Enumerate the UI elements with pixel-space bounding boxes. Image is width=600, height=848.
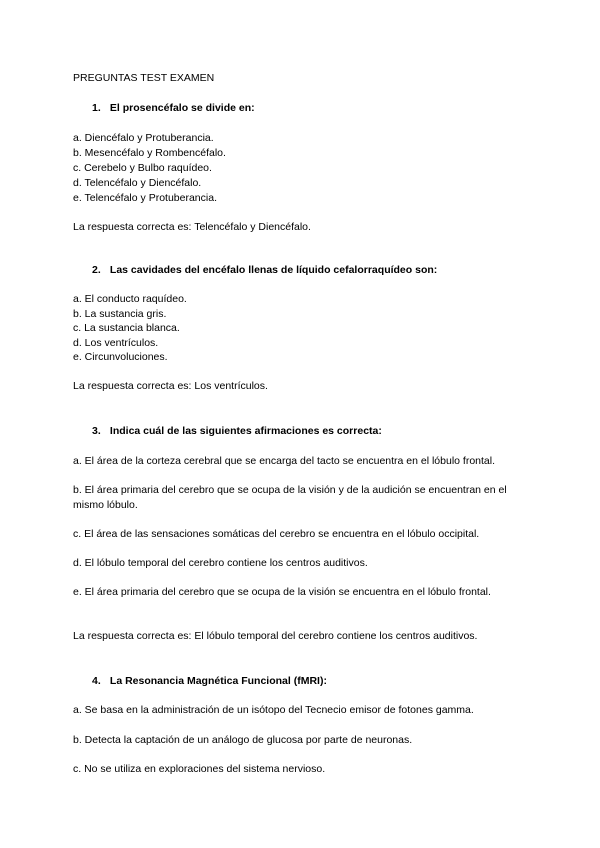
question-text: El prosencéfalo se divide en: xyxy=(109,102,255,114)
question-2-option-c: c. La sustancia blanca. xyxy=(73,322,180,334)
question-1-answer: La respuesta correcta es: Telencéfalo y Diencéfalo. xyxy=(73,221,311,233)
question-number: 2. xyxy=(92,264,101,276)
question-text: La Resonancia Magnética Funcional (fMRI): xyxy=(109,675,327,687)
question-4-option-c: c. No se utiliza en exploraciones del sistema nervioso. xyxy=(73,763,326,775)
question-number: 3. xyxy=(92,425,101,437)
question-2-option-a: a. El conducto raquídeo. xyxy=(73,293,187,305)
question-2-answer: La respuesta correcta es: Los ventrículos. xyxy=(73,380,268,392)
question-4-option-b: b. Detecta la captación de un análogo de glucosa por parte de neuronas. xyxy=(73,734,413,746)
question-3-option-b: b. El área primaria del cerebro que se ocupa de la visión y de la audición se encuentran en el mismo lóbulo. xyxy=(73,484,507,511)
question-1-option-b: b. Mesencéfalo y Rombencéfalo. xyxy=(73,147,226,159)
question-4-option-a: a. Se basa en la administración de un isótopo del Tecnecio emisor de fotones gamma. xyxy=(73,704,474,716)
document-title: PREGUNTAS TEST EXAMEN xyxy=(73,72,215,84)
question-text: Indica cuál de las siguientes afirmaciones es correcta: xyxy=(109,425,382,437)
question-3-option-e: e. El área primaria del cerebro que se ocupa de la visión se encuentra en el lóbulo frontal. xyxy=(73,586,491,598)
question-3-option-d: d. El lóbulo temporal del cerebro contiene los centros auditivos. xyxy=(73,557,368,569)
question-3-option-a: a. El área de la corteza cerebral que se encarga del tacto se encuentra en el lóbulo frontal. xyxy=(73,455,496,467)
question-4-heading xyxy=(92,674,327,689)
question-3-option-c: c. El área de las sensaciones somáticas del cerebro se encuentra en el lóbulo occipital. xyxy=(73,528,480,540)
question-2-option-e: e. Circunvoluciones. xyxy=(73,351,168,363)
question-number: 1. xyxy=(92,102,101,114)
question-1-option-d: d. Telencéfalo y Diencéfalo. xyxy=(73,177,202,189)
question-1-heading xyxy=(92,101,255,116)
question-1-option-e: e. Telencéfalo y Protuberancia. xyxy=(73,192,217,204)
question-number: 4. xyxy=(92,675,101,687)
question-1-option-c: c. Cerebelo y Bulbo raquídeo. xyxy=(73,162,212,174)
question-2-option-d: d. Los ventrículos. xyxy=(73,337,159,349)
question-3-heading xyxy=(92,424,382,439)
question-3-answer: La respuesta correcta es: El lóbulo temporal del cerebro contiene los centros auditivos. xyxy=(73,630,478,642)
question-2-heading xyxy=(92,263,437,278)
question-text: Las cavidades del encéfalo llenas de líquido cefalorraquídeo son: xyxy=(109,264,438,276)
question-2-option-b: b. La sustancia gris. xyxy=(73,308,167,320)
question-1-option-a: a. Diencéfalo y Protuberancia. xyxy=(73,132,214,144)
